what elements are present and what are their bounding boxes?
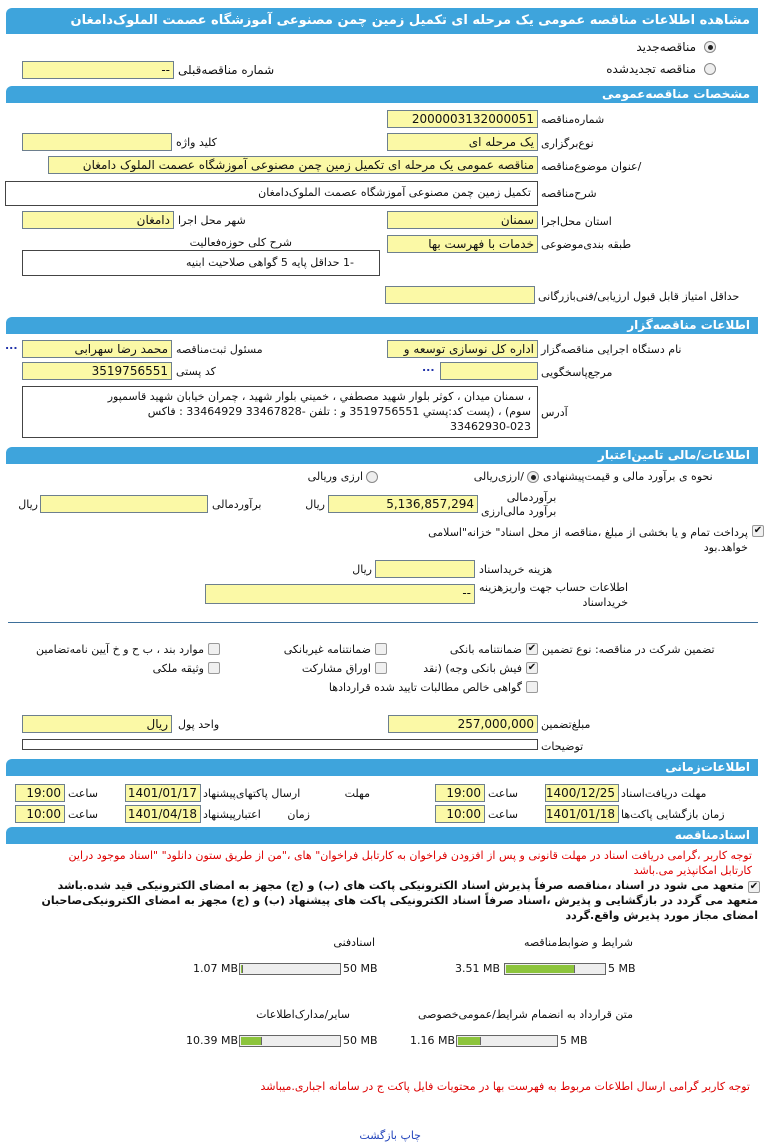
hour-label: ساعت [488, 787, 518, 800]
new-tender-label: مناقصه‌جدید [636, 40, 696, 54]
guarantee-option-checkbox[interactable] [208, 643, 220, 655]
postal-code-label: کد پستی [176, 365, 216, 378]
file-progress-fill [506, 965, 575, 973]
section-general: مشخصات مناقصه‌عمومی [6, 86, 758, 103]
currency-label: واحد پول [178, 718, 220, 731]
treasury-line: خواهد.بود [703, 541, 748, 554]
reference-more-button[interactable]: ... [422, 361, 435, 374]
opening-date[interactable]: 1401/01/18 [545, 805, 619, 823]
estimate2-currency: ریال [18, 498, 38, 511]
min-score-label: حداقل امتیاز قابل قبول ارزیابی/فنی‌بازرگانی [538, 290, 740, 303]
opening-label: زمان بازگشایی پاکت‌ها [621, 808, 725, 821]
both-currency-radio[interactable] [366, 471, 378, 483]
file-label: شرایط و ضوابط‌مناقصه [524, 936, 633, 949]
renewed-tender-label: مناقصه تجدیدشده [606, 62, 696, 76]
hour-label: ساعت [68, 808, 98, 821]
submit-deadline-time[interactable]: 19:00 [15, 784, 65, 802]
file-max-size: 5 MB [560, 1034, 588, 1047]
submit-deadline-date[interactable]: 1401/01/17 [125, 784, 201, 802]
guarantee-label: تضمین شرکت در مناقصه: نوع تضمین [542, 643, 715, 656]
treasury-checkbox[interactable]: ✔ [753, 525, 763, 536]
print-back-links[interactable]: چاپ بازگشت [359, 1129, 421, 1142]
doc-deadline-label: مهلت دریافت‌اسناد [621, 787, 707, 800]
notes-label: توضیحات [541, 740, 584, 753]
file-max-size: 50 MB [343, 962, 378, 975]
province-label: استان محل‌اجرا [541, 215, 612, 228]
notes-field[interactable] [22, 739, 538, 750]
file-max-size: 50 MB [343, 1034, 378, 1047]
guarantee-option-label: ضمانتنامه غیربانکی [283, 643, 371, 656]
guarantee-amount-field[interactable]: 257,000,000 [388, 715, 538, 733]
file-label: متن قرارداد به انضمام شرایط/عمومی‌خصوصی [417, 1008, 633, 1021]
responsible-field[interactable]: محمد رضا سهرابی [22, 340, 172, 358]
price-list-notice: توجه کاربر گرامی ارسال اطلاعات مربوط به فهرست بها در محتویات فایل پاکت ج در سامانه اجباری.میباشد [260, 1080, 750, 1093]
estimate2-field[interactable] [40, 495, 208, 513]
treasury-text [428, 525, 748, 555]
account-label-line: خریداسناد [582, 596, 629, 609]
both-currency-label: ارزی وریالی [307, 470, 363, 483]
holding-type-field[interactable]: یک مرحله ای [387, 133, 538, 151]
guarantee-option-checkbox[interactable]: ✔ [527, 662, 537, 673]
opening-time[interactable]: 10:00 [435, 805, 485, 823]
province-field[interactable]: سمنان [387, 211, 538, 229]
category-label: طبقه بندی‌موضوعی [541, 238, 632, 251]
doc-cost-currency: ریال [352, 563, 372, 576]
doc-cost-field[interactable] [375, 560, 475, 578]
account-label [479, 580, 628, 610]
file-progress-fill [241, 965, 243, 973]
tender-number-field[interactable]: 2000003132000051 [387, 110, 538, 128]
guarantee-option-checkbox[interactable] [208, 662, 220, 674]
subject-field[interactable]: مناقصه عمومی یک مرحله ای تکمیل زمین چمن مصنوعی آموزشگاه عصمت الملوک دامغان [48, 156, 538, 174]
responsible-label: مسئول ثبت‌مناقصه [176, 343, 263, 356]
guarantee-option-label: ضمانتنامه بانکی [449, 643, 522, 656]
estimate-field[interactable]: 5,136,857,294 [328, 495, 478, 513]
guarantee-option-checkbox[interactable]: ✔ [527, 643, 537, 654]
section-organizer: اطلاعات مناقصه‌گزار [6, 317, 758, 334]
file-progress [504, 963, 606, 975]
validity-time[interactable]: 10:00 [15, 805, 65, 823]
commitment-text: متعهد می شود در اسناد ،مناقصه صرفاً پذیرش اسناد الکترونیکی پاکت های (ب) و (ج) مجهز به امضای الکترونیکی قید شده.باشد [57, 879, 744, 892]
divider [8, 622, 758, 623]
commitment-checkbox[interactable]: ✔ [749, 881, 759, 892]
account-field[interactable]: -- [205, 584, 475, 604]
guarantee-option-checkbox[interactable] [375, 662, 387, 674]
file-label: اسنادفنی [333, 936, 375, 949]
guarantee-amount-label: مبلغ‌تضمین [541, 718, 591, 731]
city-field[interactable]: دامغان [22, 211, 174, 229]
validity-date[interactable]: 1401/04/18 [125, 805, 201, 823]
doc-deadline-time[interactable]: 19:00 [435, 784, 485, 802]
file-used-size: 1.07 MB [193, 962, 239, 975]
doc-deadline-date[interactable]: 1400/12/25 [545, 784, 619, 802]
file-progress-fill [241, 1037, 262, 1045]
file-used-size: 1.16 MB [410, 1034, 456, 1047]
address-label: آدرس [541, 406, 568, 419]
postal-code-field[interactable]: 3519756551 [22, 362, 172, 380]
file-used-size: 3.51 MB [455, 962, 501, 975]
subject-label: /عنوان موضوع‌مناقصه [541, 160, 642, 173]
estimate-label [481, 491, 556, 519]
rial-radio[interactable] [527, 471, 539, 483]
validity-label: زمان [287, 808, 310, 821]
min-score-field[interactable] [385, 286, 535, 304]
page-title: مشاهده اطلاعات مناقصه عمومی یک مرحله ای تکمیل زمین چمن مصنوعی آموزشگاه عصمت الملوک‌دامغان [6, 8, 758, 34]
prev-tender-number-field[interactable]: -- [22, 61, 174, 79]
guarantee-option-label: وثیقه ملکی [152, 662, 204, 675]
reference-label: مرجع‌پاسخگویی [541, 366, 613, 379]
estimate2-label: برآوردمالی [212, 498, 262, 511]
estimate-currency: ریال [305, 498, 325, 511]
guarantee-option-label: گواهی خالص مطالبات تایید شده قراردادها [328, 681, 522, 694]
account-label-line: اطلاعات حساب جهت واریزهزینه [479, 581, 629, 594]
description-label: شرح‌مناقصه [541, 187, 597, 200]
responsible-more-button[interactable]: ... [5, 339, 18, 352]
commitment-text: متعهد می گردد در بازگشایی و پذیرش ،اسناد صرفاً اسناد الکترونیکی پاکت های پیشنهاد (ب) و (ج) مجهز به امضای الکترونیکی‌صاحبان [41, 894, 758, 907]
treasury-line: پرداخت تمام و یا بخشی از مبلغ ،مناقصه از محل اسناد" خزانه"اسلامی [428, 526, 748, 539]
tender-number-label: شماره‌مناقصه [541, 113, 605, 126]
org-label: نام دستگاه اجرایی مناقصه‌گزار [541, 343, 682, 356]
hour-label: ساعت [488, 808, 518, 821]
file-max-size: 5 MB [608, 962, 636, 975]
download-notice: توجه کاربر ،گرامی دریافت اسناد در مهلت قانونی و پس از افزودن فراخوان به کارتابل فراخوان" های ،"من از طریق ستون دانلود" "اسناد موجود دراین [68, 849, 752, 862]
prev-tender-number-label: شماره مناقصه‌قبلی [178, 63, 275, 77]
file-progress [239, 1035, 341, 1047]
guarantee-option-label: فیش بانکی وجه) (نقد [423, 662, 522, 675]
section-finance: اطلاعات/مالی تامین‌اعتبار [6, 447, 758, 464]
section-timing: اطلاعات‌زمانی [6, 759, 758, 776]
submit-deadline-label: مهلت [344, 787, 370, 800]
rial-radio-label: /ارزی‌ریالی [473, 470, 524, 483]
file-used-size: 10.39 MB [186, 1034, 239, 1047]
file-progress [239, 963, 341, 975]
keyword-label: کلید واژه [176, 136, 217, 149]
validity-label: اعتبارپیشنهاد [203, 808, 261, 821]
activity-label: شرح کلی حوزه‌فعالیت [189, 236, 292, 249]
commitment-text: امضای مجاز مورد پذیرش واقع.گردد [565, 909, 758, 922]
guarantee-option-checkbox[interactable] [375, 643, 387, 655]
hour-label: ساعت [68, 787, 98, 800]
submit-deadline-label: ارسال پاکتهای‌پیشنهاد [203, 787, 301, 800]
file-progress [456, 1035, 558, 1047]
guarantee-option-checkbox[interactable] [526, 681, 538, 693]
guarantee-option-label: موارد بند ، ب ح و خ آیین نامه‌تضامین [36, 643, 204, 656]
address-line: 33462930-023 [450, 420, 531, 433]
keyword-field[interactable] [22, 133, 172, 151]
activity-field[interactable]: -1 حداقل پایه 5 گواهی صلاحیت ابنیه [22, 250, 380, 276]
estimate-method-label: نحوه ی برآورد مالی و قیمت‌پیشنهادی [543, 470, 713, 483]
address-line: ، سمنان میدان ، کوثر بلوار شهید مصطفي ، خميني بلوار شهيد ، چمران خيابان شهيد قاسمپور [107, 390, 531, 403]
file-label: سایر/مدارک‌اطلاعات [256, 1008, 350, 1021]
org-field[interactable]: اداره کل نوسازی توسعه و [387, 340, 538, 358]
file-progress-fill [458, 1037, 481, 1045]
new-tender-radio[interactable] [704, 41, 716, 53]
renewed-tender-radio[interactable] [704, 63, 716, 75]
currency-field[interactable]: ریال [22, 715, 172, 733]
guarantee-option-label: اوراق مشارکت [301, 662, 371, 675]
reference-field[interactable] [440, 362, 538, 380]
download-notice: کارتابل امکانپذیر می.باشد [633, 864, 752, 877]
estimate-label-line: برآورد مالی‌ارزی [481, 505, 557, 518]
estimate-label-line: برآوردمالی [506, 491, 557, 504]
doc-cost-label: هزینه خریداسناد [479, 563, 553, 576]
description-field[interactable]: تکمیل زمین چمن مصنوعی آموزشگاه عصمت الملوک‌دامغان [5, 181, 538, 206]
address-line: سوم) ، (پست کد:پستي 3519756551 و : تلفن -33467828 33464929 : فاکس [147, 405, 531, 418]
address-field[interactable] [22, 386, 538, 438]
city-label: شهر محل اجرا [178, 214, 246, 227]
section-documents: اسنادمناقصه [6, 827, 758, 844]
category-field[interactable]: خدمات با فهرست بها [387, 235, 538, 253]
holding-type-label: نوع‌برگزاری [541, 137, 594, 150]
